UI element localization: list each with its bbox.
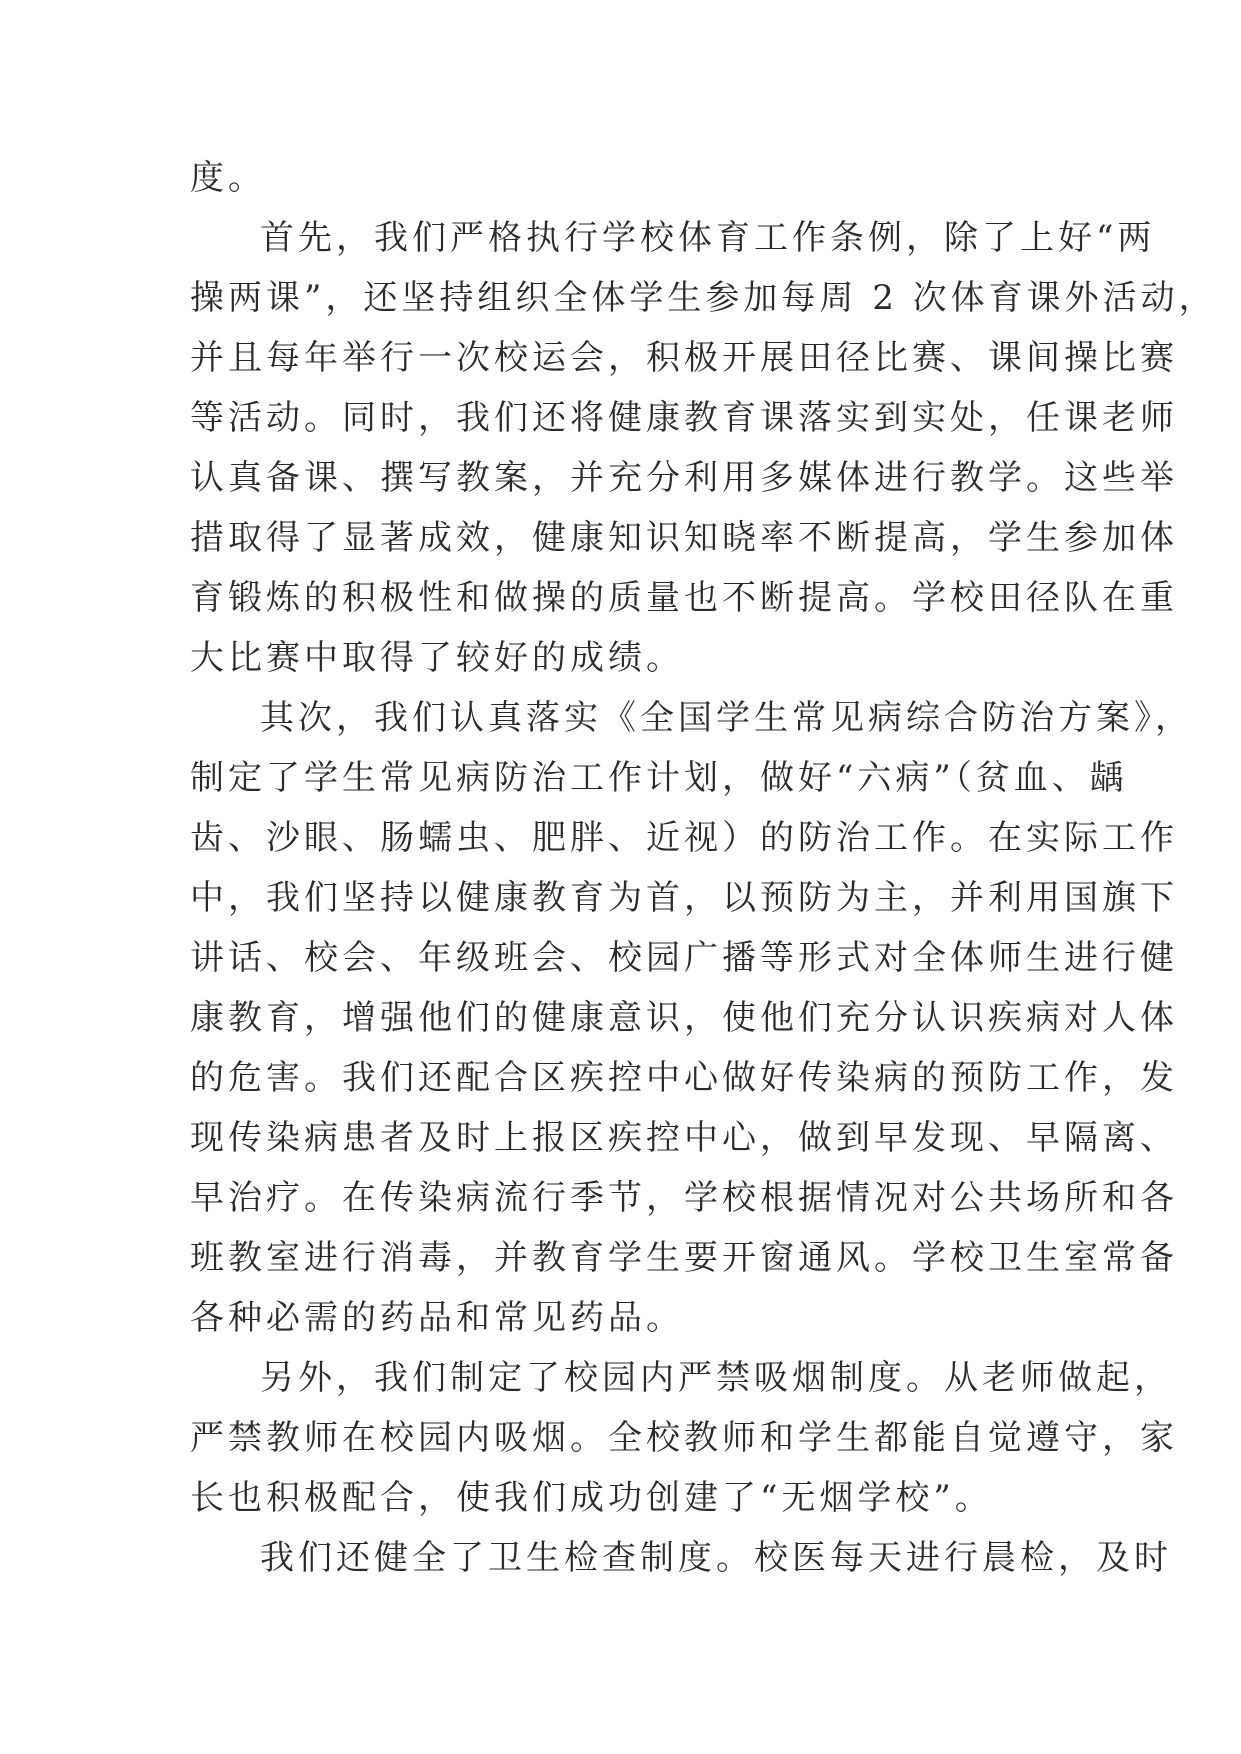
- paragraph-first-line: 另外，我们制定了校园内严禁吸烟制度。从老师做起，: [260, 1358, 1172, 1398]
- body-text: [190, 148, 1217, 1588]
- text-line: 班教室进行消毒，并教育学生要开窗通风。学校卫生室常备: [190, 1238, 1178, 1278]
- text-line: 长也积极配合，使我们成功创建了“无烟学校”。: [190, 1478, 993, 1518]
- text-line: 大比赛中取得了较好的成绩。: [190, 638, 684, 678]
- text-line: 并且每年举行一次校运会，积极开展田径比赛、课间操比赛: [190, 338, 1178, 378]
- paragraph-first-line: 其次，我们认真落实《全国学生常见病综合防治方案》，: [260, 698, 1193, 738]
- text-line: 现传染病患者及时上报区疾控中心，做到早发现、早隔离、: [190, 1118, 1178, 1158]
- text-line: 措取得了显著成效，健康知识知晓率不断提高，学生参加体: [190, 518, 1178, 558]
- text-line: 齿、沙眼、肠蠕虫、肥胖、近视）的防治工作。在实际工作: [190, 818, 1178, 858]
- text-line: 制定了学生常见病防治工作计划，做好“六病”（贫血、龋: [190, 758, 1128, 798]
- text-line: 中，我们坚持以健康教育为首，以预防为主，并利用国旗下: [190, 878, 1178, 918]
- text-line: 等活动。同时，我们还将健康教育课落实到实处，任课老师: [190, 398, 1178, 438]
- text-line: 度。: [190, 158, 266, 198]
- paragraph-first-line: 首先，我们严格执行学校体育工作条例，除了上好“两: [260, 218, 1156, 258]
- text-line: 康教育，增强他们的健康意识，使他们充分认识疾病对人体: [190, 998, 1178, 1038]
- text-line: 的危害。我们还配合区疾控中心做好传染病的预防工作，发: [190, 1058, 1178, 1098]
- text-line: 讲话、校会、年级班会、校园广播等形式对全体师生进行健: [190, 938, 1178, 978]
- text-line: 育锻炼的积极性和做操的质量也不断提高。学校田径队在重: [190, 578, 1178, 618]
- text-line: 各种必需的药品和常见药品。: [190, 1298, 684, 1338]
- text-line: 早治疗。在传染病流行季节，学校根据情况对公共场所和各: [190, 1178, 1178, 1218]
- text-line: 认真备课、撰写教案，并充分利用多媒体进行教学。这些举: [190, 458, 1178, 498]
- paragraph-first-line: 我们还健全了卫生检查制度。校医每天进行晨检，及时: [260, 1538, 1172, 1578]
- text-line: 操两课”，还坚持组织全体学生参加每周 2 次体育课外活动，: [190, 278, 1217, 318]
- text-line: 严禁教师在校园内吸烟。全校教师和学生都能自觉遵守，家: [190, 1418, 1178, 1458]
